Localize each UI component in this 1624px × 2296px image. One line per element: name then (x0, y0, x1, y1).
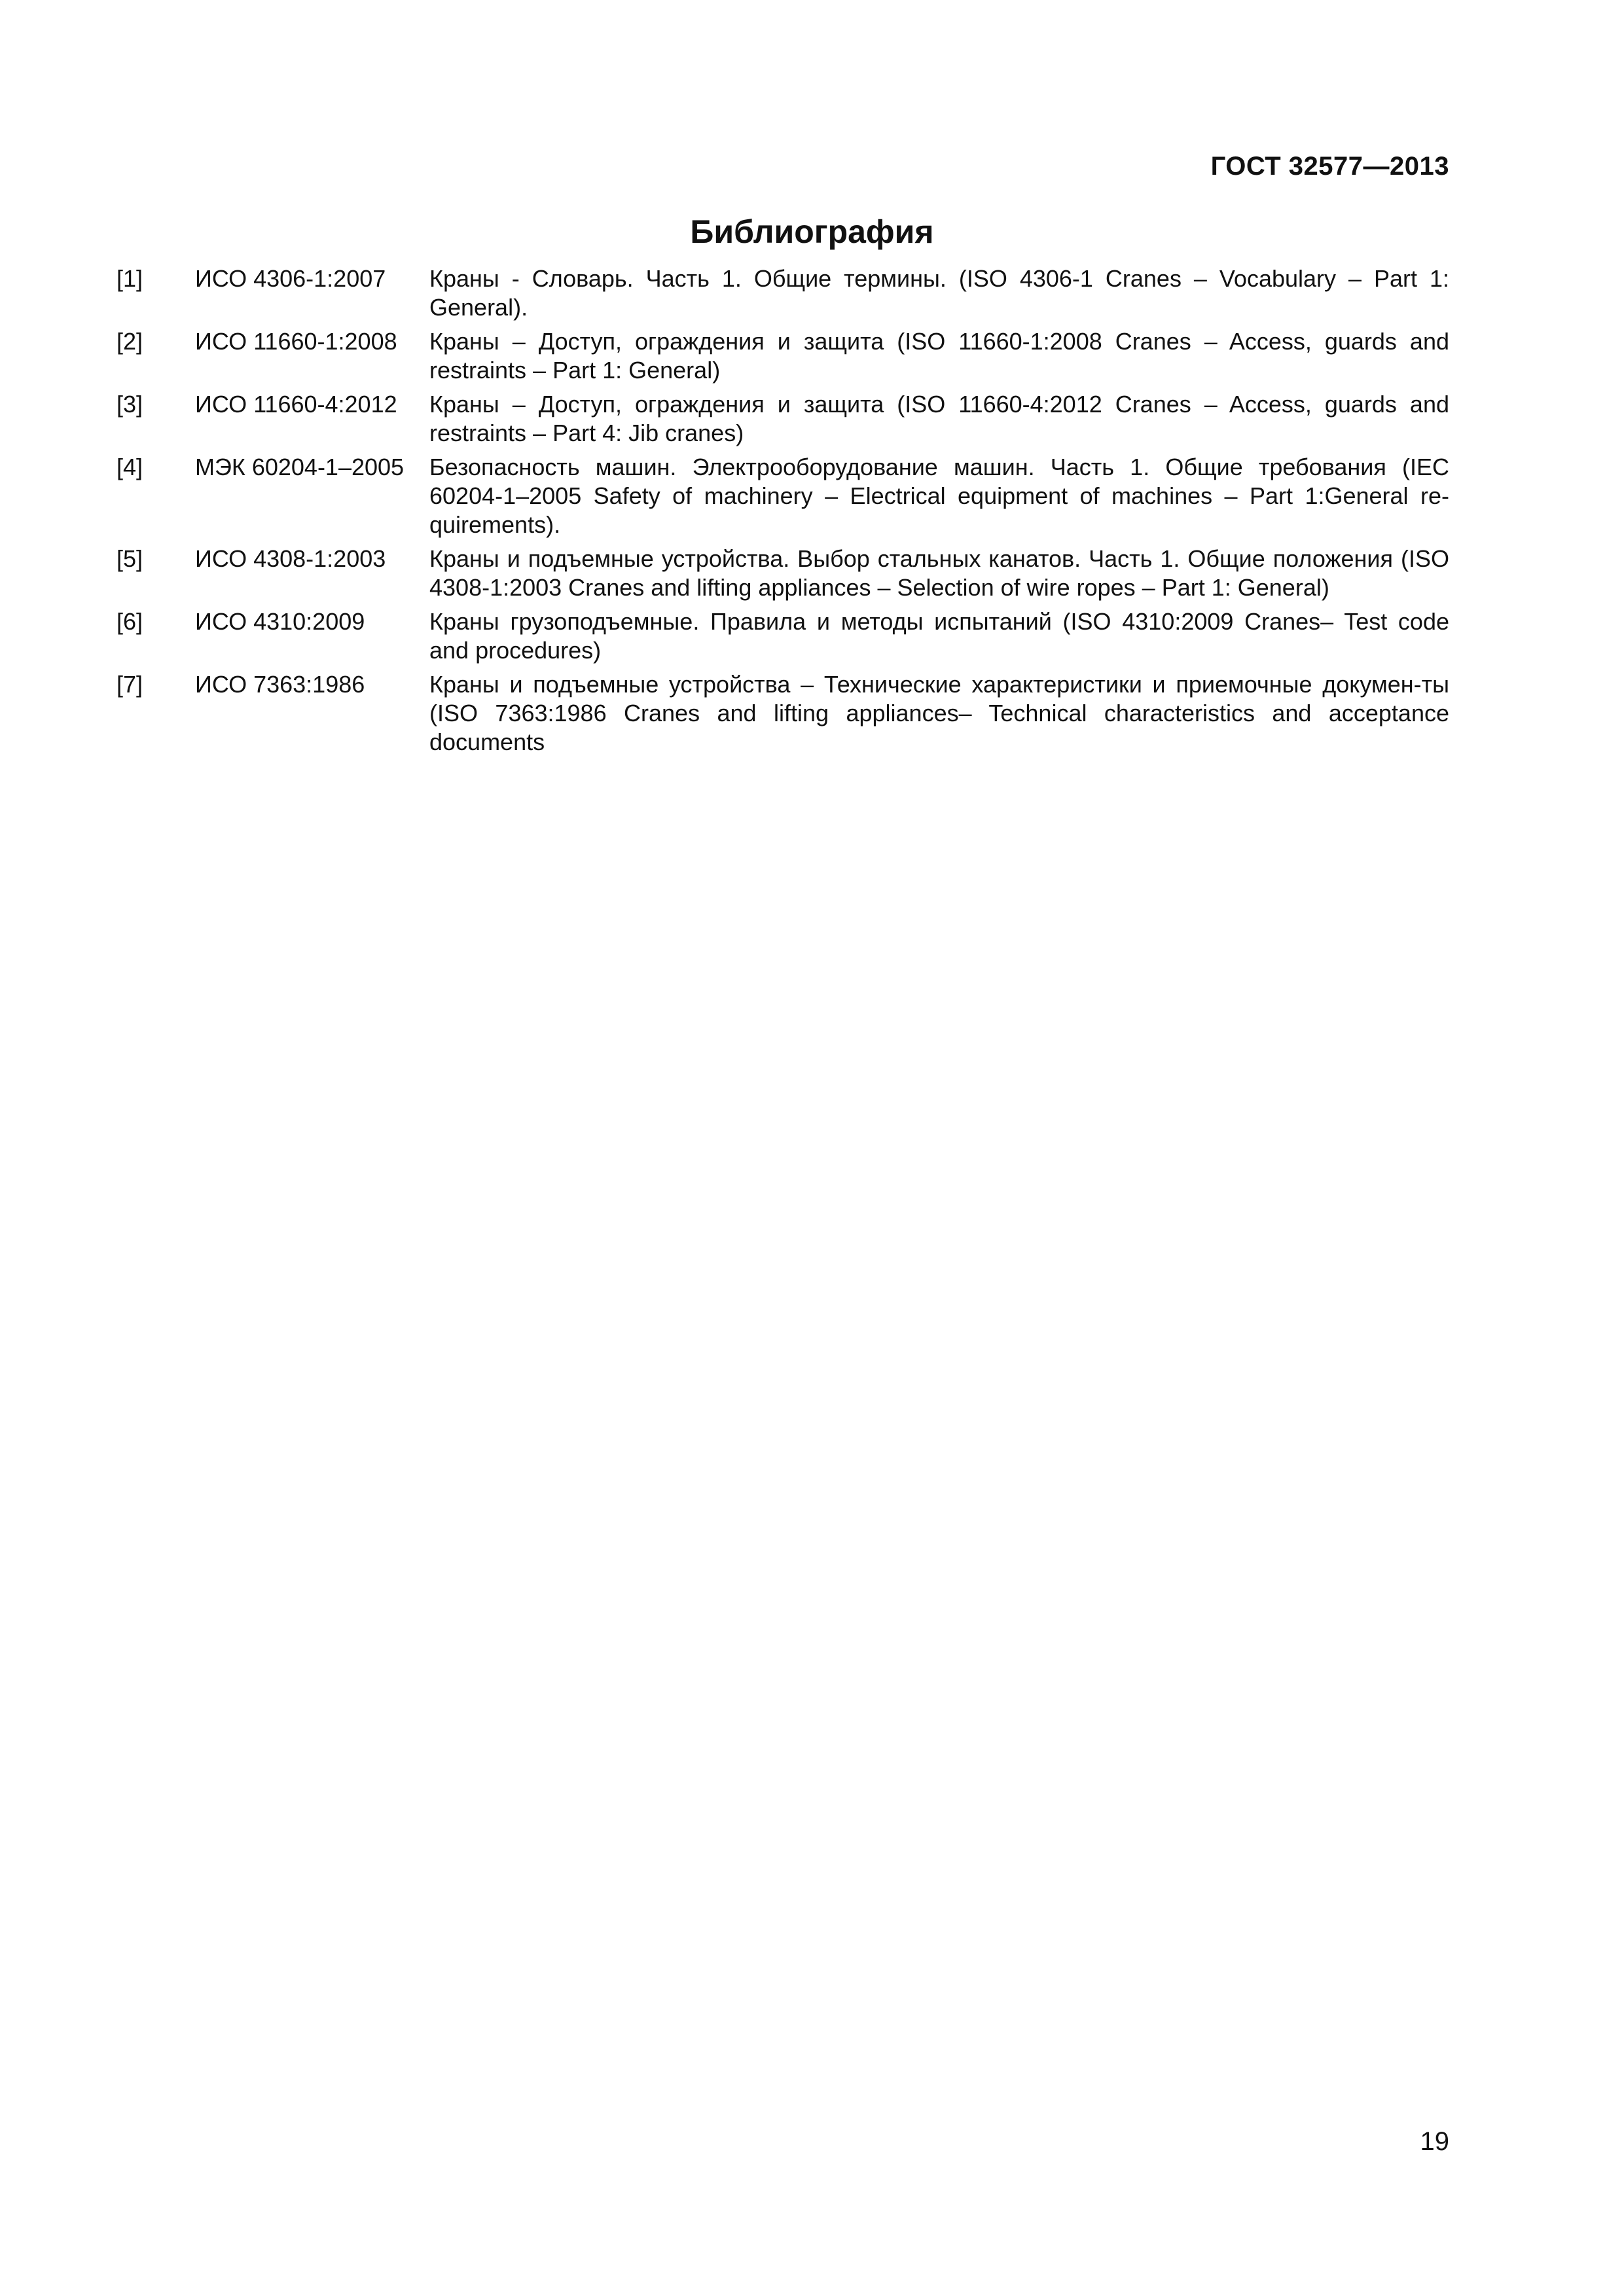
section-title: Библиография (690, 213, 934, 250)
standard-designation: ГОСТ 32577—2013 (1210, 152, 1449, 181)
entry-number: [1] (117, 265, 143, 292)
entry-number: [2] (117, 328, 143, 355)
entry-number: [3] (117, 391, 143, 418)
entry-number: [7] (117, 671, 143, 698)
entry-description: Краны и подъемные устройства. Выбор стальных канатов. Часть 1. Общие положения (ISO 4308-1:2003 Cranes and lifting appliances – Selection of wire ropes – Part 1: General) (429, 545, 1449, 601)
entry-description: Краны - Словарь. Часть 1. Общие термины. (ISO 4306-1 Cranes – Vocabulary – Part 1: General). (429, 265, 1449, 321)
entry-description: Краны и подъемные устройства – Технические характеристики и приемочные докумен-ты (ISO 7363:1986 Cranes and lifting appliances– Technical characteristics and acceptance documents (429, 671, 1449, 755)
entry-standard-code: ИСО 7363:1986 (195, 671, 365, 698)
entry-description: Краны грузоподъемные. Правила и методы испытаний (ISO 4310:2009 Cranes– Test code and procedures) (429, 608, 1449, 664)
bibliography-entry-1 (117, 264, 1449, 322)
bibliography-entry-6 (117, 607, 1449, 665)
entry-standard-code: ИСО 4308-1:2003 (195, 545, 386, 572)
entry-number: [6] (117, 608, 143, 635)
bibliography-entry-4 (117, 453, 1449, 539)
bibliography-entry-5 (117, 545, 1449, 602)
entry-standard-code: ИСО 11660-1:2008 (195, 328, 397, 355)
bibliography-entry-2 (117, 327, 1449, 385)
entry-standard-code: ИСО 4306-1:2007 (195, 265, 386, 292)
entry-description: Безопасность машин. Электрооборудование машин. Часть 1. Общие требования (IEC 60204-1–2005 Safety of machinery – Electrical equipment of machines – Part 1:General re-quirements). (429, 454, 1449, 538)
page-number: 19 (1420, 2127, 1449, 2156)
entry-standard-code: ИСО 4310:2009 (195, 608, 365, 635)
entry-standard-code: МЭК 60204-1–2005 (195, 454, 405, 480)
entry-number: [4] (117, 454, 143, 480)
bibliography-entry-3 (117, 390, 1449, 448)
entry-standard-code: ИСО 11660-4:2012 (195, 391, 397, 418)
entry-description: Краны – Доступ, ограждения и защита (ISO 11660-1:2008 Cranes – Access, guards and restraints – Part 1: General) (429, 328, 1449, 384)
entry-description: Краны – Доступ, ограждения и защита (ISO 11660-4:2012 Cranes – Access, guards and restraints – Part 4: Jib cranes) (429, 391, 1449, 446)
bibliography-entry-7 (117, 670, 1449, 757)
bibliography-list (117, 264, 1449, 762)
entry-number: [5] (117, 545, 143, 572)
